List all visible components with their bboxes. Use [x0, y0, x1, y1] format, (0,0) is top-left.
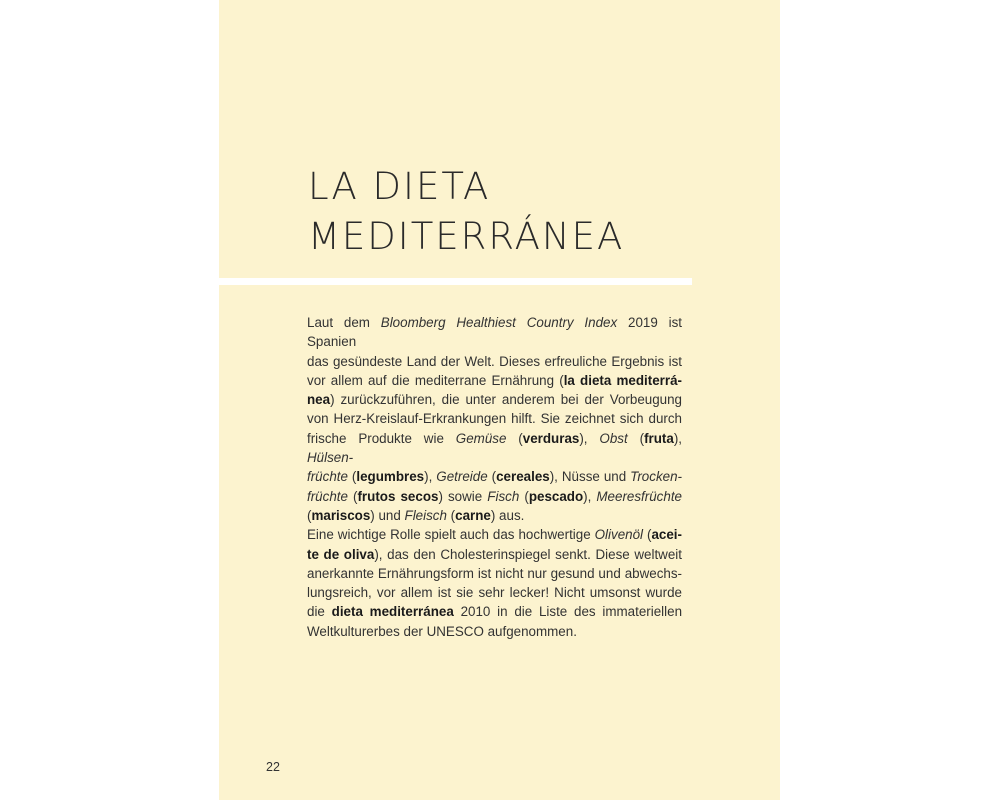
italic-term: früchte: [307, 469, 348, 485]
text-run: (: [347, 469, 357, 485]
text-run: 2010 in die Liste des immateriellen: [453, 604, 683, 620]
text-run: ),: [583, 488, 597, 504]
text-run: vor allem auf die mediterrane Ernährung (: [307, 372, 564, 388]
spanish-term: dieta mediterránea: [331, 604, 454, 620]
body-line: [307, 583, 682, 602]
spanish-term: acei-: [651, 527, 682, 543]
body-line: [307, 390, 682, 409]
italic-term: Hülsen-: [307, 450, 354, 466]
text-run: lungsreich, vor allem ist sie sehr lecker! Nicht umsonst wurde: [307, 585, 682, 601]
body-line: [307, 564, 682, 583]
text-run: (: [519, 488, 529, 504]
text-run: (: [347, 488, 358, 504]
italic-term: Trocken-: [630, 469, 682, 485]
text-run: ) sowie: [438, 488, 488, 504]
spanish-term: carne: [455, 507, 491, 523]
body-line: [307, 545, 682, 564]
spanish-term: cereales: [496, 469, 550, 485]
body-paragraphs: [307, 313, 682, 641]
body-line: [307, 622, 682, 641]
italic-term: Obst: [599, 430, 628, 446]
body-line: [307, 409, 682, 428]
spanish-term: verduras: [522, 430, 580, 446]
italic-term: Getreide: [436, 469, 488, 485]
text-run: Weltkulturerbes der UNESCO aufgenommen.: [307, 623, 577, 639]
body-line: [307, 467, 682, 486]
spanish-term: pescado: [528, 488, 584, 504]
text-run: ),: [673, 430, 683, 446]
title-line-1: LA DIETA: [308, 165, 491, 208]
spanish-term: legumbres: [356, 469, 425, 485]
text-run: (: [446, 507, 456, 523]
body-line: [307, 352, 682, 371]
italic-term: Fisch: [487, 488, 520, 504]
spanish-term: la dieta mediterrá-: [563, 372, 682, 388]
text-run: ) aus.: [490, 507, 525, 523]
body-line: [307, 525, 682, 544]
text-run: (: [487, 469, 497, 485]
page-number: 22: [266, 760, 280, 774]
text-run: ),: [424, 469, 437, 485]
italic-term: Fleisch: [404, 507, 447, 523]
text-run: Eine wichtige Rolle spielt auch das hochwertige: [307, 527, 595, 543]
text-run: (: [307, 507, 312, 523]
text-run: 2019 ist Spanien: [307, 315, 683, 350]
italic-term: früchte: [307, 488, 348, 504]
body-line: [307, 602, 682, 621]
text-run: frische Produkte wie: [307, 430, 456, 446]
title-line-2: MEDITERRÁNEA: [308, 215, 625, 258]
book-page: [219, 0, 780, 800]
italic-term: Meeresfrüchte: [596, 488, 682, 504]
body-line: [307, 429, 682, 468]
body-line: [307, 371, 682, 390]
spanish-term: frutos secos: [357, 488, 439, 504]
text-run: die: [307, 604, 332, 620]
text-run: ), Nüsse und: [549, 469, 631, 485]
text-run: ),: [579, 430, 600, 446]
spanish-term: fruta: [644, 430, 674, 446]
italic-term: Olivenöl: [594, 527, 644, 543]
spanish-term: te de oliva: [307, 546, 375, 562]
body-line: [307, 487, 682, 506]
text-run: (: [643, 527, 652, 543]
body-line: [307, 313, 682, 352]
text-run: ), das den Cholesterinspiegel senkt. Diese weltweit: [374, 546, 682, 562]
spanish-term: mariscos: [311, 507, 371, 523]
body-line: [307, 506, 682, 525]
text-run: (: [627, 430, 645, 446]
text-run: von Herz-Kreislauf-Erkrankungen hilft. Sie zeichnet sich durch: [307, 411, 682, 427]
text-run: ) zurückzuführen, die unter anderem bei der Vorbeugung: [330, 392, 682, 408]
text-run: ) und: [370, 507, 405, 523]
italic-term: Gemüse: [455, 430, 507, 446]
text-run: Laut dem: [307, 315, 381, 330]
spanish-term: nea: [307, 392, 331, 408]
text-run: anerkannte Ernährungsform ist nicht nur gesund und abwechs-: [307, 565, 682, 581]
text-run: (: [506, 430, 523, 446]
italic-term: Bloomberg Healthiest Country Index: [380, 315, 618, 330]
page-title: [308, 162, 624, 262]
title-divider: [219, 278, 692, 285]
text-run: das gesündeste Land der Welt. Dieses erfreuliche Ergebnis ist: [307, 353, 682, 369]
